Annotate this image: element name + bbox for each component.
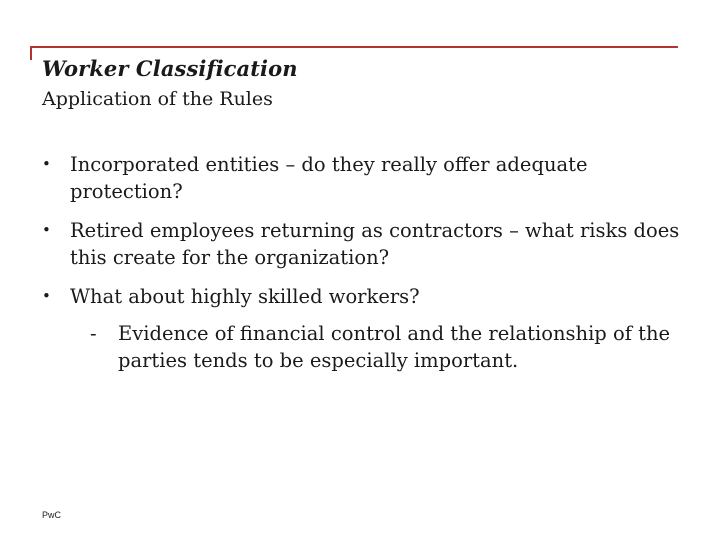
footer-logo-text: PwC xyxy=(42,510,62,520)
bullet-item xyxy=(42,217,682,271)
title-left-rule xyxy=(30,46,32,60)
bullet-symbol: • xyxy=(42,287,51,305)
sub-bullet-list xyxy=(70,320,682,374)
sub-bullet-item xyxy=(70,320,682,374)
sub-bullet-symbol: - xyxy=(90,322,97,345)
sub-bullet-text: Evidence of financial control and the relationship of the parties tends to be especially important. xyxy=(118,322,671,372)
bullet-text: What about highly skilled workers? xyxy=(70,285,420,308)
title-top-rule xyxy=(30,46,678,48)
bullet-text: Incorporated entities – do they really offer adequate protection? xyxy=(70,153,588,203)
bullet-symbol: • xyxy=(42,155,51,173)
bullet-symbol: • xyxy=(42,221,51,239)
bullet-item xyxy=(42,283,682,374)
bullet-list xyxy=(42,151,682,386)
bullet-text: Retired employees returning as contractors – what risks does this create for the organization? xyxy=(70,219,680,269)
slide-title: Worker Classification xyxy=(42,56,298,81)
slide-subtitle: Application of the Rules xyxy=(42,88,273,110)
bullet-item xyxy=(42,151,682,205)
